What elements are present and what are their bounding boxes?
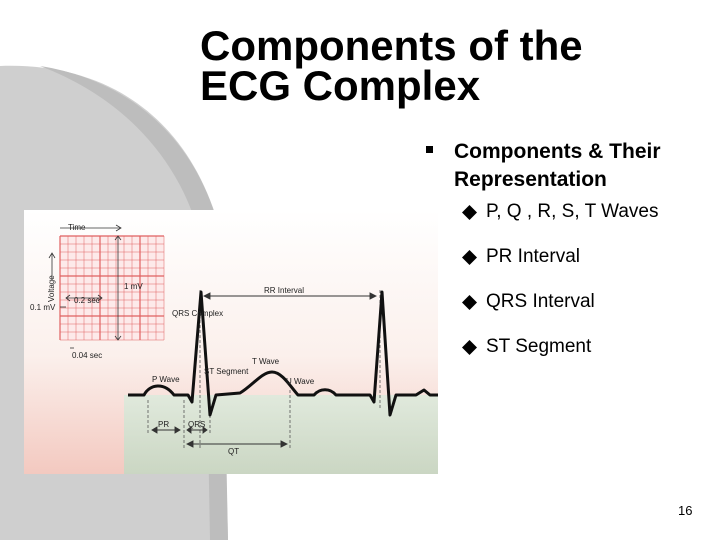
list-item xyxy=(462,335,658,380)
qrs-complex-label: QRS Complex xyxy=(172,309,224,318)
list-item-label: P, Q , R, S, T Waves xyxy=(486,201,659,222)
diamond-bullet-icon xyxy=(462,340,477,355)
point1-mv-label: 0.1 mV xyxy=(30,303,56,312)
pr-label: PR xyxy=(158,420,170,429)
t-wave-label: T Wave xyxy=(252,357,280,366)
point04-sec-label: 0.04 sec xyxy=(72,351,103,360)
rr-interval-label: RR Interval xyxy=(264,286,305,295)
subheading xyxy=(454,138,661,194)
subheading-line-1: Components & Their xyxy=(454,140,661,163)
page-number: 16 xyxy=(678,503,693,518)
slide-title xyxy=(200,22,583,109)
time-label: Time xyxy=(68,223,86,232)
list-item xyxy=(462,290,658,335)
diamond-bullet-icon xyxy=(462,205,477,220)
ecg-diagram xyxy=(24,210,438,474)
voltage-label: Voltage xyxy=(47,275,56,302)
point2-sec-label: 0.2 sec xyxy=(74,296,100,305)
list-item-label: PR Interval xyxy=(486,246,580,267)
p-wave-label: P Wave xyxy=(152,375,180,384)
list-item xyxy=(462,245,658,290)
square-bullet-icon xyxy=(426,146,433,153)
u-wave-label: U Wave xyxy=(286,377,315,386)
title-line-1: Components of the xyxy=(200,22,583,69)
qt-label: QT xyxy=(228,447,240,456)
component-list xyxy=(462,200,658,380)
list-item-label: QRS Interval xyxy=(486,291,595,312)
ecg-grid xyxy=(60,236,164,340)
diamond-bullet-icon xyxy=(462,295,477,310)
subheading-line-2: Representation xyxy=(454,168,607,191)
one-mv-label: 1 mV xyxy=(124,282,143,291)
title-line-2: ECG Complex xyxy=(200,62,481,109)
diamond-bullet-icon xyxy=(462,250,477,265)
st-segment-label: ST Segment xyxy=(204,367,249,376)
list-item-label: ST Segment xyxy=(486,336,592,357)
qrs-label: QRS xyxy=(188,420,206,429)
list-item xyxy=(462,200,658,245)
